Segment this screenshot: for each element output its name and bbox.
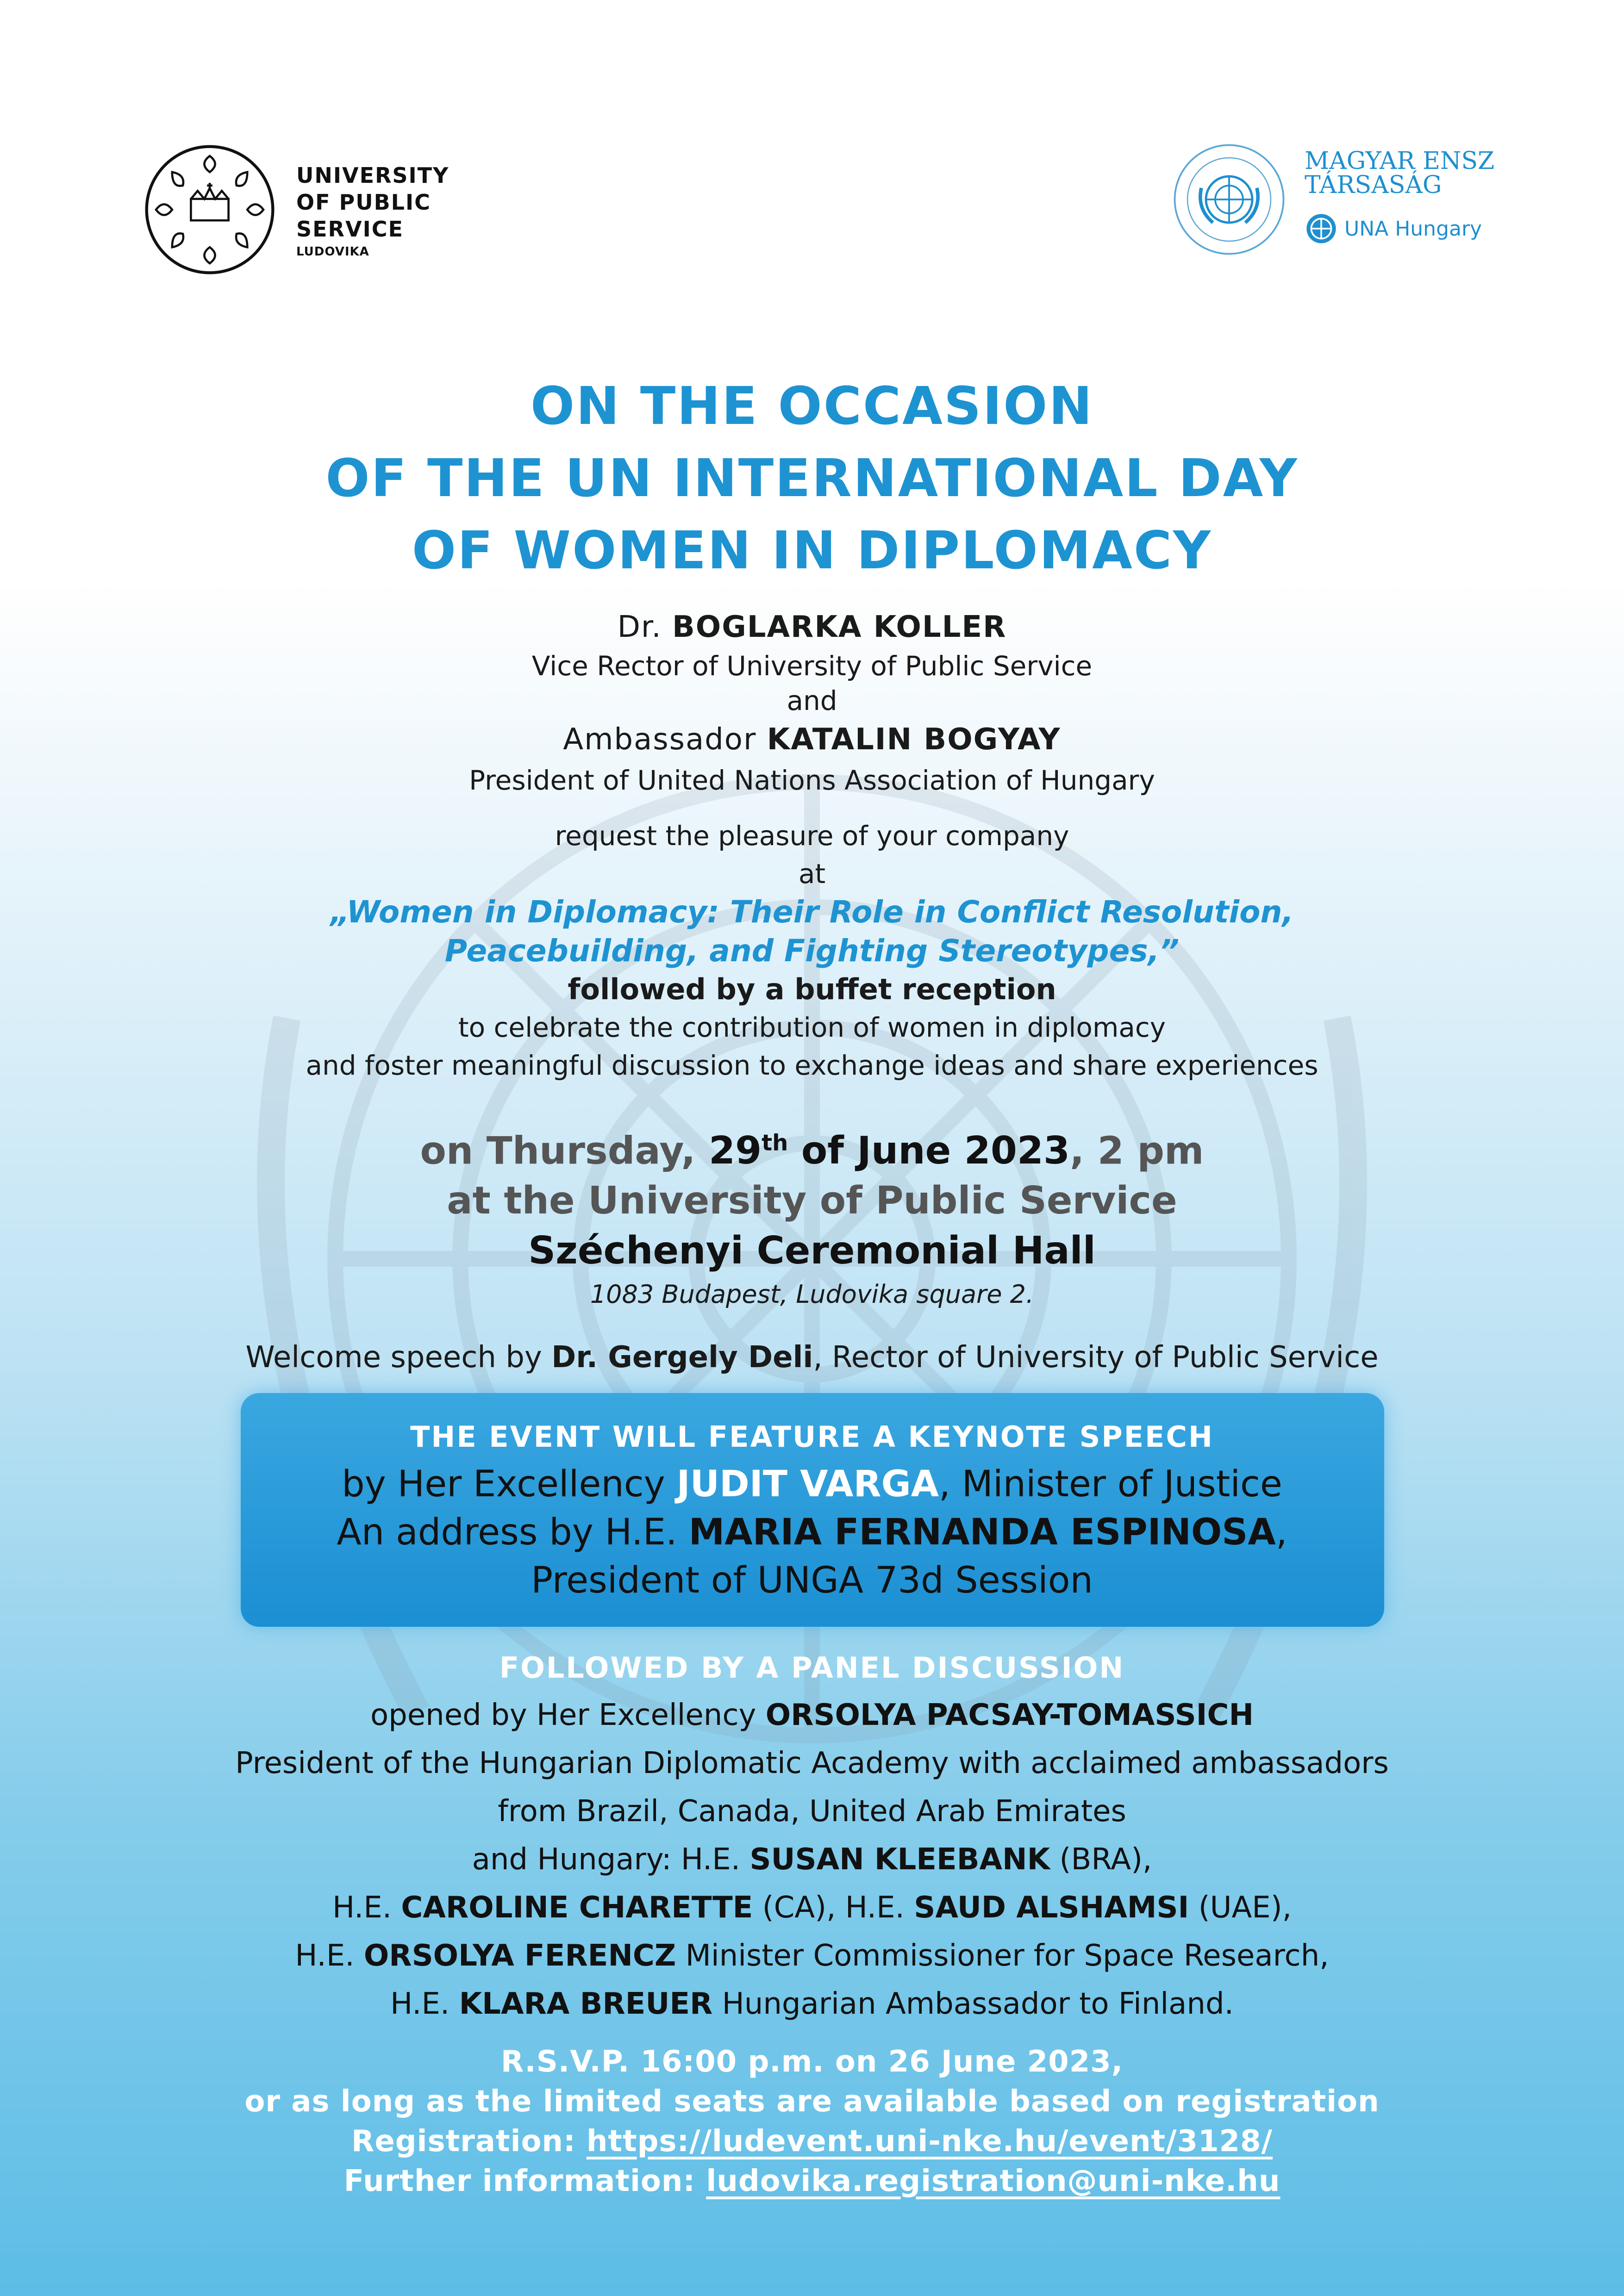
panel-line-3: from Brazil, Canada, United Arab Emirates [498, 1794, 1126, 1829]
panelist-name: ORSOLYA FERENCZ [363, 1939, 676, 1973]
date-day [709, 1129, 1070, 1173]
page-title [0, 370, 1624, 587]
ups-name-line: OF PUBLIC [296, 190, 431, 215]
rsvp-line-1: R.S.V.P. 16:00 p.m. on 26 June 2023, [500, 2045, 1124, 2079]
rsvp-block [0, 2042, 1624, 2201]
info-email-link[interactable]: ludovika.registration@uni-nke.hu [706, 2164, 1280, 2198]
hosts-block [0, 606, 1624, 799]
address: 1083 Budapest, Ludovika square 2. [590, 1280, 1034, 1309]
host-1-role: Vice Rector of University of Public Service [531, 650, 1093, 682]
registration-link[interactable]: https://ludevent.uni-nke.hu/event/3128/ [586, 2124, 1273, 2159]
registration-label: Registration: [351, 2124, 576, 2159]
day-number: 29 [709, 1129, 762, 1173]
ups-name-line: SERVICE [296, 217, 404, 242]
panel-p7-b: Hungarian Ambassador to Finland. [712, 1987, 1234, 2021]
panel-p6-b: Minister Commissioner for Space Research, [676, 1939, 1329, 1973]
title-line: ON THE OCCASION [530, 376, 1094, 436]
host-2-role: President of United Nations Association of Hungary [469, 765, 1155, 796]
un-globe-icon [1305, 212, 1338, 245]
una-name [1305, 149, 1494, 197]
panel-opener-name: ORSOLYA PACSAY-TOMASSICH [765, 1698, 1254, 1732]
panel-p4-prefix: and Hungary: H.E. [472, 1842, 741, 1877]
keynote-l1-suffix: , Minister of Justice [939, 1463, 1282, 1505]
panel-p5-a: H.E. [332, 1891, 392, 1925]
welcome-prefix: Welcome speech by [245, 1340, 542, 1375]
keynote-speaker-name: JUDIT VARGA [676, 1463, 939, 1505]
at-text: at [798, 858, 826, 890]
day-suffix: th [762, 1130, 788, 1156]
invitation-block [0, 817, 1624, 1084]
event-title-line: „Women in Diplomacy: Their Role in Conflict Resolution, [330, 894, 1294, 930]
date-prefix: on Thursday, [420, 1129, 696, 1173]
panel-p5-c: (UAE), [1189, 1891, 1292, 1925]
panel-p1-prefix: opened by Her Excellency [370, 1698, 756, 1732]
keynote-line-2 [0, 1508, 1624, 1556]
info-line [0, 2161, 1624, 2201]
title-line: OF WOMEN IN DIPLOMACY [412, 521, 1212, 581]
panel-p7-a: H.E. [390, 1987, 450, 2021]
panel-heading: FOLLOWED BY A PANEL DISCUSSION [499, 1651, 1125, 1685]
keynote-l1-prefix: by Her Excellency [342, 1463, 665, 1505]
purpose-line: to celebrate the contribution of women in diplomacy [458, 1012, 1166, 1043]
panel-line-5 [0, 1884, 1624, 1932]
request-text: request the pleasure of your company [555, 820, 1069, 852]
info-label: Further information: [344, 2164, 696, 2198]
registration-line [0, 2122, 1624, 2161]
keynote-l2-suffix: , [1275, 1512, 1287, 1553]
panel-p5-b: (CA), H.E. [753, 1891, 905, 1925]
and-text: and [787, 685, 837, 716]
panelist-name: CAROLINE CHARETTE [401, 1891, 753, 1925]
venue: at the University of Public Service [447, 1179, 1177, 1223]
welcome-suffix: , Rector of University of Public Service [813, 1340, 1379, 1375]
panel-line-1 [0, 1691, 1624, 1739]
host-1-prefix: Dr. [617, 610, 662, 644]
welcome-speech [0, 1338, 1624, 1376]
keynote-content [0, 1414, 1624, 1605]
una-hungary-seal-icon [1171, 142, 1287, 257]
rsvp-line-2: or as long as the limited seats are available based on registration [244, 2084, 1380, 2119]
panel-line-4 [0, 1836, 1624, 1884]
ups-logo-icon [143, 143, 277, 277]
ups-name-line: UNIVERSITY [296, 163, 450, 188]
panel-line-7 [0, 1980, 1624, 2028]
panel-p4-suffix: (BRA), [1050, 1842, 1152, 1877]
event-date [0, 1118, 1624, 1176]
keynote-heading: THE EVENT WILL FEATURE A KEYNOTE SPEECH [410, 1420, 1214, 1454]
ups-sub: LUDOVIKA [296, 245, 369, 259]
event-title-line: Peacebuilding, and Fighting Stereotypes,” [444, 933, 1180, 969]
una-hungary-label: UNA Hungary [1344, 217, 1482, 241]
reception-text: followed by a buffet reception [568, 972, 1056, 1006]
una-hungary [1305, 212, 1482, 245]
month-year: of June 2023 [801, 1129, 1070, 1173]
panelist-name: SUSAN KLEEBANK [750, 1842, 1050, 1877]
keynote-line-3: President of UNGA 73d Session [531, 1560, 1093, 1601]
host-1 [0, 606, 1624, 648]
panel-block [0, 1645, 1624, 2028]
purpose-line: and foster meaningful discussion to exchange ideas and share experiences [306, 1050, 1318, 1081]
ups-name [296, 162, 449, 261]
panel-p6-a: H.E. [295, 1939, 355, 1973]
date-venue-block [0, 1118, 1624, 1313]
host-2-prefix: Ambassador [563, 722, 757, 757]
host-2-name: KATALIN BOGYAY [767, 722, 1061, 757]
una-name-line: TÁRSASÁG [1305, 171, 1442, 199]
hall-name: Széchenyi Ceremonial Hall [528, 1229, 1096, 1273]
welcome-name: Dr. Gergely Deli [551, 1340, 813, 1375]
host-2 [0, 717, 1624, 762]
panel-line-2: President of the Hungarian Diplomatic Academy with acclaimed ambassadors [235, 1746, 1389, 1780]
panelist-name: KLARA BREUER [459, 1987, 713, 2021]
panelist-name: SAUD ALSHAMSI [914, 1891, 1189, 1925]
keynote-line-1 [0, 1460, 1624, 1508]
host-1-name: BOGLARKA KOLLER [672, 610, 1007, 644]
event-time: , 2 pm [1070, 1129, 1204, 1173]
address-speaker-name: MARIA FERNANDA ESPINOSA [688, 1512, 1276, 1553]
keynote-l2-prefix: An address by H.E. [337, 1512, 677, 1553]
panel-line-6 [0, 1932, 1624, 1980]
una-name-line: MAGYAR ENSZ [1305, 147, 1495, 175]
title-line: OF THE UN INTERNATIONAL DAY [325, 448, 1299, 509]
